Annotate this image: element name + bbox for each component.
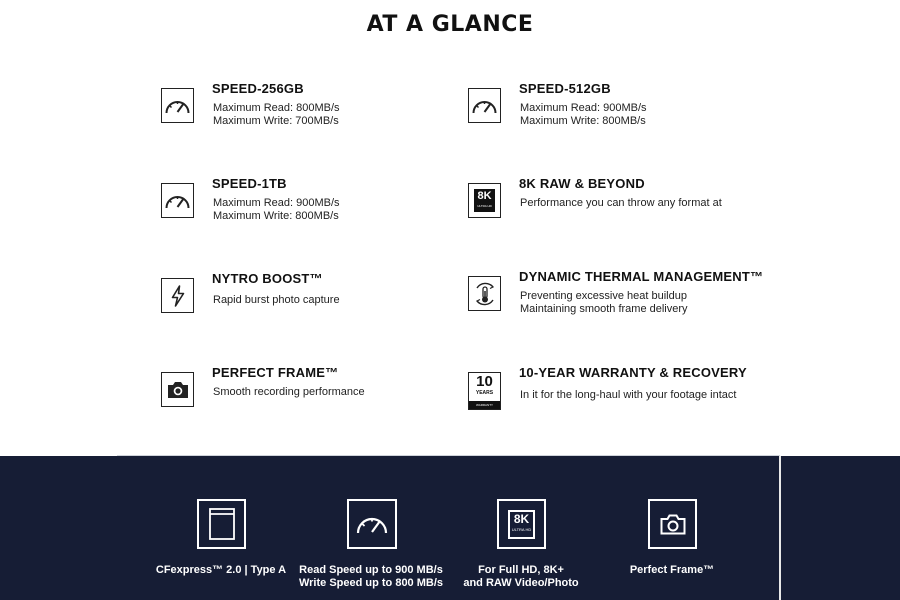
speedometer-icon xyxy=(468,88,501,123)
band-item-line: Read Speed up to 900 MB/s xyxy=(299,564,443,576)
band-item-line: and RAW Video/Photo xyxy=(463,577,579,589)
band-item-text xyxy=(572,564,772,577)
badge-main: 10 xyxy=(476,373,493,390)
feature-line: Maximum Read: 800MB/s xyxy=(213,102,340,114)
feature-title: 10-YEAR WARRANTY & RECOVERY xyxy=(519,365,747,380)
band-item-line: For Full HD, 8K+ xyxy=(478,564,564,576)
speedometer-icon xyxy=(161,88,194,123)
thermometer-icon xyxy=(468,276,501,311)
speedometer-icon xyxy=(347,499,397,549)
band-item-line: CFexpress™ 2.0 | Type A xyxy=(155,564,287,576)
badge-strip: WARRANTY xyxy=(469,401,500,409)
badge-sub: ULTRA HD xyxy=(477,204,492,208)
feature-line: Maximum Read: 900MB/s xyxy=(213,197,340,209)
8k-badge-icon xyxy=(468,183,501,218)
divider xyxy=(117,455,780,456)
feature-line: Maintaining smooth frame delivery xyxy=(520,303,688,315)
feature-title: NYTRO BOOST™ xyxy=(212,271,323,286)
feature-line: In it for the long-haul with your footage intact xyxy=(520,389,737,401)
feature-line: Performance you can throw any format at xyxy=(520,197,722,209)
feature-line: Maximum Read: 900MB/s xyxy=(520,102,647,114)
feature-line: Maximum Write: 800MB/s xyxy=(520,115,646,127)
band-item-line: Write Speed up to 800 MB/s xyxy=(298,577,444,589)
feature-line: Smooth recording performance xyxy=(213,386,365,398)
camera-icon xyxy=(648,499,697,549)
feature-title: SPEED-256GB xyxy=(212,81,304,96)
feature-line: Rapid burst photo capture xyxy=(213,294,340,306)
8k-badge-icon xyxy=(497,499,546,549)
feature-title: PERFECT FRAME™ xyxy=(212,365,339,380)
badge-main: 8K xyxy=(477,190,492,202)
badge-sub: YEARS xyxy=(475,390,494,396)
badge-sub: ULTRA HD xyxy=(511,526,532,532)
feature-title: 8K RAW & BEYOND xyxy=(519,176,645,191)
band-item-line: Perfect Frame™ xyxy=(629,564,715,576)
feature-title: SPEED-512GB xyxy=(519,81,611,96)
page-title: AT A GLANCE xyxy=(366,12,534,37)
camera-icon xyxy=(161,372,194,407)
memory-card-icon xyxy=(197,499,246,549)
feature-title: DYNAMIC THERMAL MANAGEMENT™ xyxy=(519,269,764,284)
feature-line: Preventing excessive heat buildup xyxy=(520,290,687,302)
feature-line: Maximum Write: 800MB/s xyxy=(213,210,339,222)
feature-line: Maximum Write: 700MB/s xyxy=(213,115,339,127)
badge-main: 8K xyxy=(513,511,530,526)
lightning-icon xyxy=(161,278,194,313)
warranty-badge-icon xyxy=(468,372,501,410)
feature-title: SPEED-1TB xyxy=(212,176,287,191)
divider xyxy=(779,456,781,600)
speedometer-icon xyxy=(161,183,194,218)
